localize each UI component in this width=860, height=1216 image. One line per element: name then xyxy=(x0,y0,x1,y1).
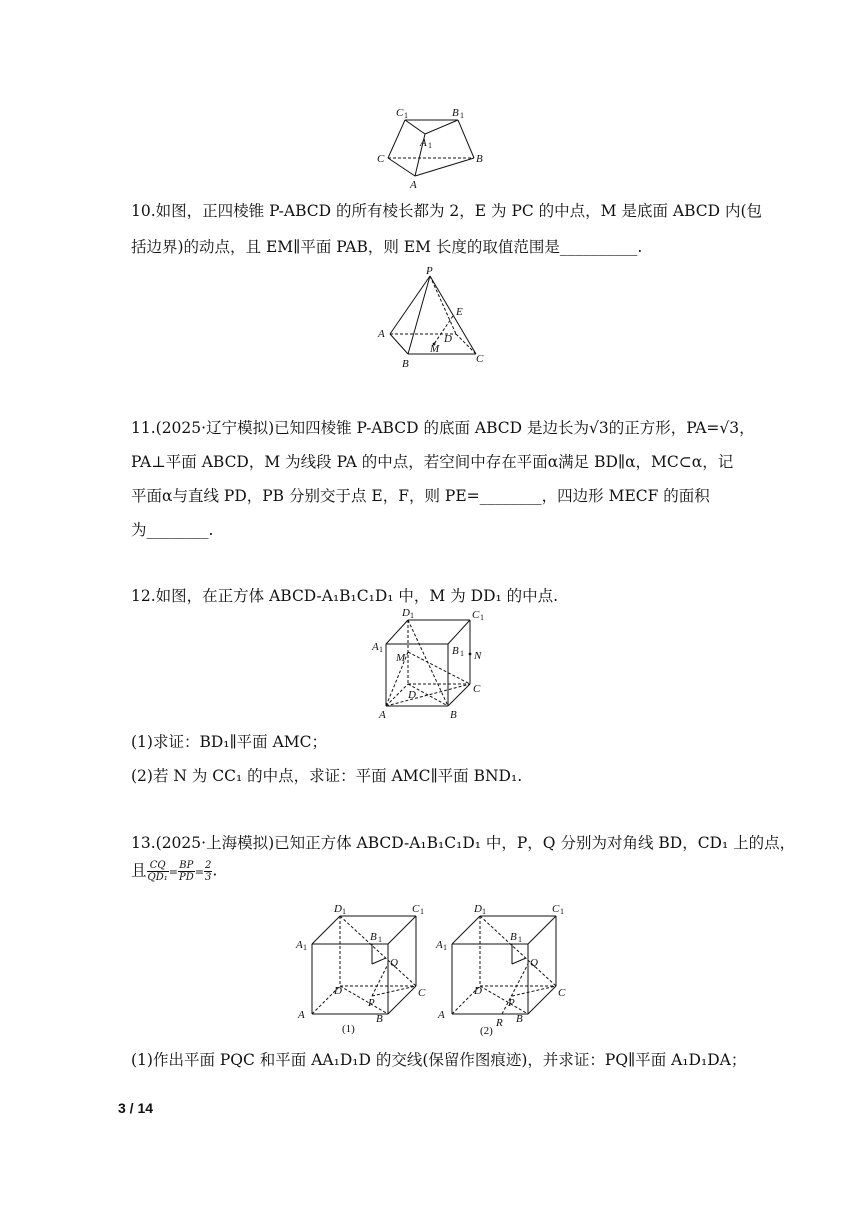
svg-text:D: D xyxy=(334,903,342,915)
svg-text:C: C xyxy=(558,987,566,999)
problem11-line3: 平面α与直线 PD，PB 分别交于点 E，F，则 PE=________，四边形 MECF 的面积 xyxy=(131,487,710,505)
svg-text:1: 1 xyxy=(482,907,486,916)
svg-text:P: P xyxy=(508,997,515,1009)
problem10-line1: 10.如图，正四棱锥 P-ABCD 的所有棱长都为 2，E 为 PC 的中点，M 是底面 ABCD 内(包 xyxy=(131,202,763,220)
problem11-line1: 11.(2025·辽宁模拟)已知四棱锥 P-ABCD 的底面 ABCD 是边长为√3的正方形，PA=√3， xyxy=(131,419,755,437)
svg-text:1: 1 xyxy=(428,141,432,150)
svg-text:C: C xyxy=(377,153,385,165)
cube12-figure xyxy=(366,606,496,726)
fraction-cq-qd1: $\frac{CQ}{\text{QD₁}}$ xyxy=(147,860,168,883)
fig13-caption-1: (1) xyxy=(342,1023,355,1035)
svg-text:D: D xyxy=(334,985,342,997)
svg-text:1: 1 xyxy=(480,613,484,622)
svg-text:D: D xyxy=(474,903,482,915)
problem10-line2: 括边界)的动点，且 EM∥平面 PAB，则 EM 长度的取值范围是__________. xyxy=(131,238,643,256)
problem11-line2: PA⊥平面 ABCD，M 为线段 PA 的中点，若空间中存在平面α满足 BD∥α，MC⊂α，记 xyxy=(131,453,734,471)
svg-text:D: D xyxy=(474,985,482,997)
problem11-line4: 为________. xyxy=(131,521,214,539)
svg-text:1: 1 xyxy=(460,111,464,120)
svg-text:P: P xyxy=(368,997,375,1009)
svg-text:C: C xyxy=(418,987,426,999)
svg-text:D: D xyxy=(408,689,416,701)
svg-text:A: A xyxy=(378,328,385,340)
svg-text:A: A xyxy=(372,641,379,653)
svg-text:A: A xyxy=(438,1009,445,1021)
svg-text:1: 1 xyxy=(378,935,382,944)
svg-text:A: A xyxy=(296,939,303,951)
problem13-line1: 13.(2025·上海模拟)已知正方体 ABCD-A₁B₁C₁D₁ 中，P，Q 分别为对角线 BD，CD₁ 上的点， xyxy=(131,834,796,852)
svg-text:1: 1 xyxy=(410,611,414,620)
svg-text:A: A xyxy=(410,179,417,191)
svg-text:1: 1 xyxy=(420,907,424,916)
svg-text:B: B xyxy=(450,709,457,721)
svg-text:B: B xyxy=(376,1013,383,1025)
svg-text:D: D xyxy=(444,333,452,345)
problem12-line1: 12.如图，在正方体 ABCD-A₁B₁C₁D₁ 中，M 为 DD₁ 的中点. xyxy=(131,587,559,605)
svg-text:1: 1 xyxy=(560,907,564,916)
problem13-part1: (1)作出平面 PQC 和平面 AA₁D₁D 的交线(保留作图痕迹)，并求证：PQ∥平面 A₁D₁DA； xyxy=(131,1051,747,1069)
problem13-prefix: 且 xyxy=(131,861,147,880)
svg-text:D: D xyxy=(402,607,410,619)
svg-text:C: C xyxy=(472,609,480,621)
svg-text:1: 1 xyxy=(518,935,522,944)
cube13-figure-2 xyxy=(430,902,570,1038)
page-number: 3 / 14 xyxy=(118,1100,154,1116)
problem13-line2: 且 $\frac{CQ}{\text{QD₁}}$ = $\frac{BP}{PD}$ = $\frac{2}{3}$ . xyxy=(131,860,218,883)
prism-figure xyxy=(372,104,492,196)
svg-text:Q: Q xyxy=(390,957,398,969)
fraction-bp-pd: $\frac{BP}{PD}$ xyxy=(178,860,194,883)
svg-text:Q: Q xyxy=(530,957,538,969)
svg-text:1: 1 xyxy=(404,111,408,120)
svg-text:1: 1 xyxy=(379,645,383,654)
svg-text:M: M xyxy=(430,343,440,355)
svg-text:A: A xyxy=(420,137,427,149)
svg-text:B: B xyxy=(476,153,483,165)
svg-text:1: 1 xyxy=(460,649,464,658)
svg-text:B: B xyxy=(402,358,409,370)
fig13-caption-2: (2) xyxy=(480,1025,493,1037)
svg-text:C: C xyxy=(412,903,420,915)
svg-text:C: C xyxy=(552,903,560,915)
svg-text:1: 1 xyxy=(342,907,346,916)
svg-text:C: C xyxy=(476,353,484,365)
problem12-part1: (1)求证：BD₁∥平面 AMC； xyxy=(131,733,327,751)
svg-text:B: B xyxy=(510,931,517,943)
fraction-two-thirds: $\frac{2}{3}$ xyxy=(204,860,212,883)
cube13-figure-1 xyxy=(290,902,430,1038)
problem12-part2: (2)若 N 为 CC₁ 的中点，求证：平面 AMC∥平面 BND₁. xyxy=(131,767,523,785)
svg-text:B: B xyxy=(452,645,459,657)
svg-text:C: C xyxy=(473,683,481,695)
svg-text:B: B xyxy=(452,107,459,119)
svg-text:1: 1 xyxy=(303,943,307,952)
svg-text:R: R xyxy=(496,1017,503,1029)
svg-text:B: B xyxy=(516,1013,523,1025)
svg-text:C: C xyxy=(396,107,404,119)
svg-text:A: A xyxy=(436,939,443,951)
svg-text:P: P xyxy=(426,265,433,277)
svg-text:B: B xyxy=(370,931,377,943)
pyramid-figure xyxy=(370,264,495,372)
svg-text:A: A xyxy=(379,709,386,721)
svg-text:N: N xyxy=(474,650,482,662)
svg-text:E: E xyxy=(456,306,463,318)
svg-text:1: 1 xyxy=(443,943,447,952)
svg-text:A: A xyxy=(298,1009,305,1021)
svg-text:M: M xyxy=(396,652,406,664)
